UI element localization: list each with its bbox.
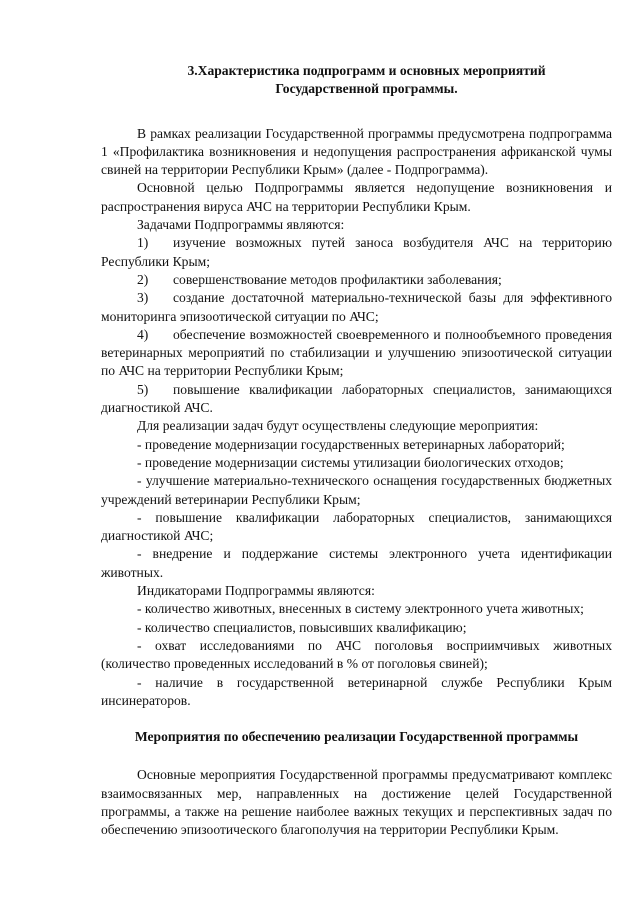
section-heading — [101, 62, 612, 99]
tasks-intro: Задачами Подпрограммы являются: — [137, 217, 345, 233]
document-page — [101, 62, 612, 840]
indicators-intro: Индикаторами Подпрограммы являются: — [137, 583, 375, 599]
indicator-item: - количество животных, внесенных в систему электронного учета животных; — [137, 601, 584, 617]
task-text: создание достаточной материально-технической базы для эффективного мониторинга эпизоотической ситуации по АЧС; — [101, 290, 612, 324]
measure-item: - проведение модернизации системы утилизации биологических отходов; — [137, 454, 564, 470]
task-number: 5) — [137, 381, 149, 397]
task-text: обеспечение возможностей своевременного и полнообъемного проведения ветеринарных мероприятий по стабилизации и улучшению эпизоотической ситуации по АЧС на территории Республики Крым; — [101, 326, 612, 379]
indicator-item: - наличие в государственной ветеринарной службе Республики Крым инсинераторов. — [101, 674, 612, 708]
intro-paragraph: В рамках реализации Государственной программы предусмотрена подпрограмма 1 «Профилактика возникновения и недопущения распространения африканской чумы свиней на территории Республики Крым» (далее - Подпрограмма). — [101, 125, 612, 178]
subsection-title: Мероприятия по обеспечению реализации Государственной программы — [134, 729, 579, 745]
task-number: 2) — [137, 271, 149, 287]
measure-item: - внедрение и поддержание системы электронного учета идентификации животных. — [101, 546, 612, 580]
task-item — [101, 271, 612, 289]
task-text: изучение возможных путей заноса возбудителя АЧС на территорию Республики Крым; — [101, 235, 612, 269]
section-heading-line2: Государственной программы. — [275, 81, 458, 97]
section-heading-line1: 3.Характеристика подпрограмм и основных мероприятий — [187, 63, 546, 78]
indicator-item: - охват исследованиями по АЧС поголовья восприимчивых животных (количество проведенных исследований в % от поголовья свиней); — [101, 637, 612, 672]
measures-paragraph: Основные мероприятия Государственной программы предусматривают комплекс взаимосвязанных мер, направленных на достижение целей Государственной программы, а также на решение наиболее важных текущих и перспективных задач по обеспечению эпизоотического благополучия на территории Республики Крым. — [101, 767, 612, 838]
goal-paragraph: Основной целью Подпрограммы является недопущение возникновения и распространения вируса АЧС на территории Республики Крым. — [101, 180, 612, 214]
task-item — [101, 381, 612, 418]
task-item — [101, 289, 612, 326]
task-text: повышение квалификации лабораторных специалистов, занимающихся диагностикой АЧС. — [101, 381, 612, 416]
task-item — [101, 234, 612, 271]
task-item — [101, 326, 612, 381]
task-number: 3) — [137, 290, 149, 306]
measures-intro: Для реализации задач будут осуществлены следующие мероприятия: — [137, 418, 539, 434]
task-text: совершенствование методов профилактики заболевания; — [173, 271, 502, 287]
task-number: 1) — [137, 235, 149, 251]
measure-item: - улучшение материально-технического оснащения государственных бюджетных учреждений ветеринарии Республики Крым; — [101, 473, 612, 507]
measure-item: - повышение квалификации лабораторных специалистов, занимающихся диагностикой АЧС; — [101, 509, 612, 544]
indicator-item: - количество специалистов, повысивших квалификацию; — [137, 619, 467, 635]
task-number: 4) — [137, 326, 149, 342]
measure-item: - проведение модернизации государственных ветеринарных лабораторий; — [137, 436, 565, 452]
